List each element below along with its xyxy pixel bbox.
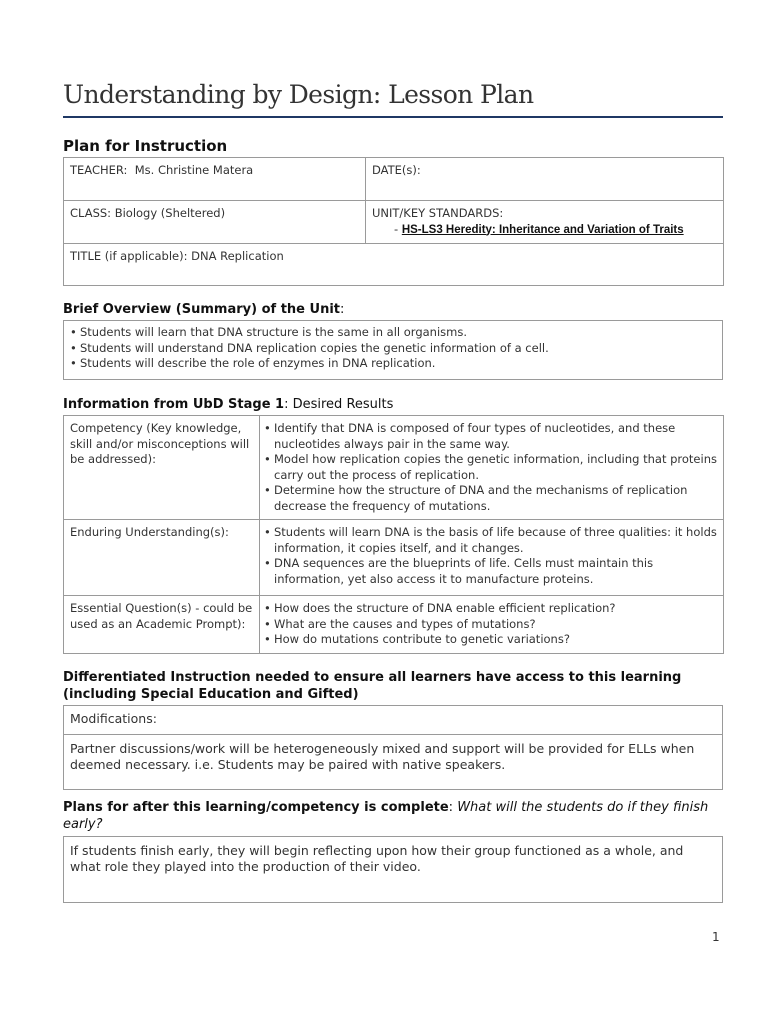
stage1-heading-rest: : Desired Results [284,397,394,412]
essential-cell [260,596,724,654]
differentiated-table [63,705,723,790]
table-row [64,596,724,654]
dates-cell: DATE(s): [366,158,724,201]
class-cell: CLASS: Biology (Sheltered) [64,201,366,244]
title-divider [63,116,723,118]
overview-table [63,320,723,380]
after-heading-question: What will the students do if they finish early? [63,800,709,832]
modifications-label: Modifications: [64,706,723,735]
overview-heading-colon: : [340,302,345,317]
overview-list [70,325,716,372]
teacher-cell: TEACHER: Ms. Christine Matera [64,158,366,201]
document-title: Understanding by Design: Lesson Plan [63,80,534,109]
competency-cell [260,416,724,520]
enduring-cell [260,520,724,596]
title-cell: TITLE (if applicable): DNA Replication [64,244,724,286]
after-heading-bold: Plans for after this learning/competency is complete [63,800,449,815]
plan-table [63,157,724,286]
table-row [64,520,724,596]
list-item: • What are the causes and types of mutations? [264,617,717,633]
after-heading-colon: : [448,800,454,815]
standards-list-item: - HS-LS3 Heredity: Inheritance and Variation of Traits [394,221,684,236]
plan-heading: Plan for Instruction [63,137,228,155]
list-item: • Students will learn DNA is the basis of life because of three qualities: it holds information, it copies itself, and it changes. [264,525,717,556]
standard-link[interactable]: HS-LS3 Heredity: Inheritance and Variation of Traits [401,223,684,236]
stage1-table [63,415,724,654]
list-item: • Identify that DNA is composed of four types of nucleotides, and these nucleotides always pair in the same way. [264,421,717,452]
enduring-label: Enduring Understanding(s): [64,520,260,596]
list-item: • Students will describe the role of enzymes in DNA replication. [70,356,716,372]
overview-heading [63,302,344,317]
differentiated-heading: Differentiated Instruction needed to ensure all learners have access to this learning (including Special Education and Gifted) [63,670,682,702]
competency-label: Competency (Key knowledge, skill and/or misconceptions will be addressed): [64,416,260,520]
stage1-heading [63,397,393,412]
after-text: If students finish early, they will begin reflecting upon how their group functioned as a whole, and what role they played into the production of their video. [64,837,723,903]
essential-label: Essential Question(s) - could be used as an Academic Prompt): [64,596,260,654]
modifications-text: Partner discussions/work will be heterogeneously mixed and support will be provided for ELLs when deemed necessary. i.e. Students may be paired with native speakers. [64,735,723,790]
standards-cell [366,201,724,244]
table-row [64,416,724,520]
list-item: • Determine how the structure of DNA and the mechanisms of replication decrease the frequency of mutations. [264,483,717,514]
standards-label: UNIT/KEY STANDARDS: [372,206,504,220]
list-item: • How do mutations contribute to genetic variations? [264,632,717,648]
list-item: • How does the structure of DNA enable efficient replication? [264,601,717,617]
page-number: 1 [712,930,720,944]
after-heading [63,799,723,833]
competency-list [264,421,717,514]
list-item: • DNA sequences are the blueprints of life. Cells must maintain this information, yet also access it to manufacture proteins. [264,556,717,587]
list-item: • Students will understand DNA replication copies the genetic information of a cell. [70,341,716,357]
list-item: • Model how replication copies the genetic information, including that proteins carry out the process of replication. [264,452,717,483]
after-table [63,836,723,903]
list-item: • Students will learn that DNA structure is the same in all organisms. [70,325,716,341]
stage1-heading-bold: Information from UbD Stage 1 [63,397,285,412]
enduring-list [264,525,717,587]
overview-heading-text: Brief Overview (Summary) of the Unit [63,302,340,317]
essential-list [264,601,717,648]
overview-cell [64,321,723,380]
